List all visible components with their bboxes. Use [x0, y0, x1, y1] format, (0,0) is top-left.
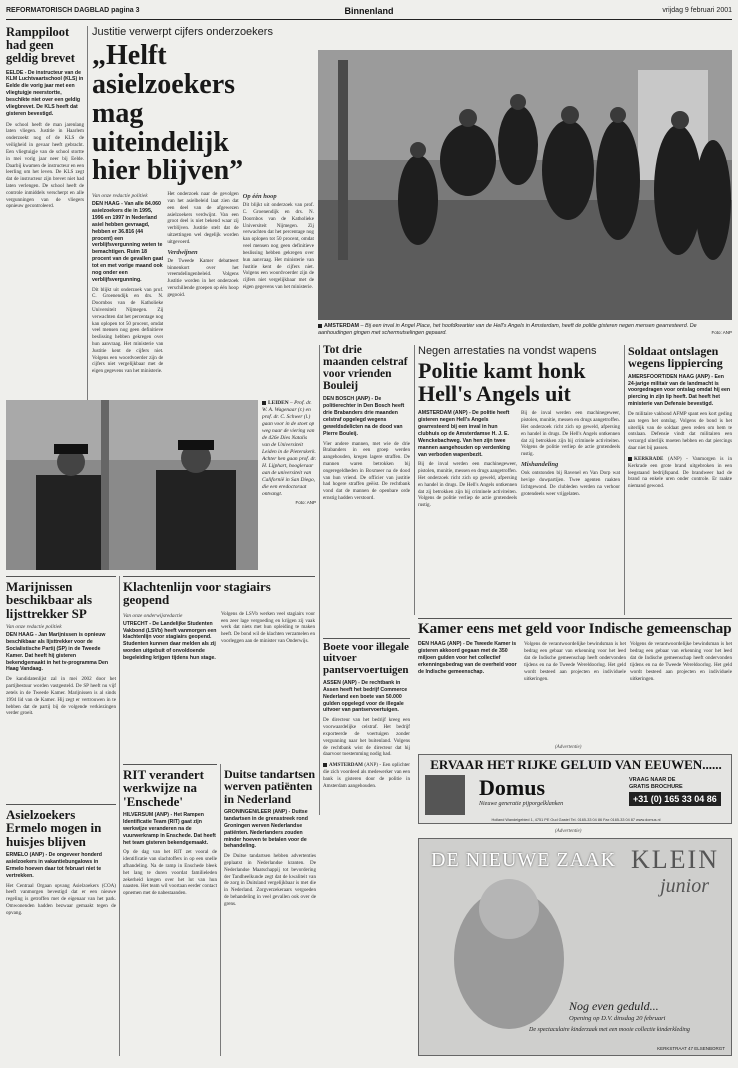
headline: Duitse tandartsen werven patiënten in Nederland	[224, 768, 316, 806]
article-asielzoekers-ermelo	[6, 808, 116, 1058]
article-marijnissen	[6, 580, 116, 800]
ad-domus-tagline: Nieuwe generatie pijporgelklanken	[479, 801, 564, 807]
article-bouleij	[323, 345, 410, 635]
ad-klein-brand: KLEIN	[631, 845, 719, 874]
article-body: Bij de inval werden een machinegeweer, pistolen, munitie, messen en drugs aangetroffen. Het onderzoek richt zich op geweld, afpersing en handel in drugs. De Hell's Angels ontkennen dat zij betrokken zijn bij criminele activiteiten. Volgens de politie verliep de actie grotendeels rustig.	[418, 461, 517, 509]
article-body: De militaire vakbond AFMP spant een kort geding aan tegen het ontslag. Volgens de bond is het uiterlijk van de soldaat geen reden om hem te ontslaan. Defensie vindt dat militairen een verzorgd uiterlijk moeten hebben en dat piercings daar niet bij passen.	[628, 411, 732, 452]
headline: „Helft asielzoekers mag uiteindelijk hier blijven”	[92, 40, 244, 187]
byline: Van onze onderwijsredactie	[123, 612, 183, 619]
headline: RIT verandert werkwijze na 'Enschede'	[123, 768, 205, 809]
article-body-3: Ook ontstonden bij Ravenel en Van Dorp wat hevige duwpartijen. Twee agenten raakten lichtgewond. De clubleden werden na verhoor grotendeels weer vrijgelaten.	[521, 470, 620, 497]
kicker: Negen arrestaties na vondst wapens	[418, 345, 597, 357]
article-lead: ERMELO (ANP) - De ongeveer honderd asielzoekers in vakantiebungalows in Ermelo hoeven daar tot februari niet te vertrekken.	[6, 852, 102, 879]
ad-domus-request-1: VRAAG NAAR DE	[629, 777, 676, 783]
article-body: Volgens de LSVb werken veel stagiairs voor een zeer lage vergoeding en krijgen zij vaak werk dat niets met hun opleiding te maken heeft. De bond wil de klachten verzamelen en voorleggen aan de minister van Onderwijs.	[221, 610, 315, 644]
headline: Soldaat ontslagen wegens lippiercing	[628, 345, 723, 371]
headline: Ramppiloot had geen geldig brevet	[6, 26, 75, 65]
article-lead: AMSTERDAM (ANP) - De politie heeft gisteren negen Hell's Angels gearresteerd bij een inval in hun clubhuis op de Amsterdamse H. J. E. Wenckebachweg. Van hen zijn twee mannen aangehouden op verdenking van verboden wapenbezit.	[418, 410, 510, 458]
kicker: Justitie verwerpt cijfers onderzoekers	[92, 26, 273, 38]
article-lead: DEN HAAG - Jan Marijnissen is opnieuw beschikbaar als lijsttrekker voor de Socialistische Partij (SP) in de Tweede Kamer. Dat heeft hij gisteren bekendgemaakt in het tv-programma Den Haag Vandaag.	[6, 632, 109, 673]
byline: Van onze redactie politiek	[92, 193, 148, 200]
article-body: Vier andere mannen, met wie de drie Brabanders in een groep werden aangehouden, kregen lagere straffen. De mannen waren betrokken bij ongeregeldheden in Boxmeer na de dood van hun vriend. De officier van justitie had hogere straffen geëist. De rechtbank vond dat de mannen de openbare orde ernstig hadden verstoord.	[323, 440, 410, 502]
article-rit	[123, 768, 217, 1058]
article-lead: DEN BOSCH (ANP) - De politierechter in Den Bosch heeft drie Brabanders drie maanden celstraf opgelegd wegens geweldsdelicten na de dood van Pierre Bouleij.	[323, 396, 405, 437]
headline: Boete voor illegale uitvoer pantservoertuigen	[323, 642, 409, 676]
ad-klein-junior	[418, 838, 732, 1056]
article-body: Op de dag van het RIT zet vooral de identificatie van slachtoffers in op een snelle afhandeling. Na de ramp in Enschede bleek het lang te duren voordat familieleden zekerheid kregen over het lot van hun naasten. Het team wil voortaan eerder contact opnemen met de nabestaanden.	[123, 849, 217, 897]
article-lead: DEN HAAG - Van alle 84.060 asielzoekers die in 1995, 1996 en 1997 in Nederland asiel hebben gevraagd, hebben er 36.816 (44 procent) een verblijfsvergunning weten te bemachtigen. Ruim 18 procent van de gevallen gaat tot en met vorige maand ook nog onder een verblijfsvergunning.	[92, 201, 164, 283]
article-body: Het Centraal Orgaan opvang Asielzoekers (COA) heeft vanmorgen bevestigd dat er een nieuwe regeling is getroffen met de eigenaar van het park. Omwonenden hadden bezwaar gemaakt tegen de opvang.	[6, 882, 116, 916]
article-body: Dit blijkt uit onderzoek van prof. C. Groenendijk en drs. N. Doornbos van de Katholieke Universiteit Nijmegen. Zij verwachten dat het percentage nog kan oplopen tot 50 procent, omdat veel mensen nog geen definitieve beslissing hebben gekregen over hun aanvraag. Het ministerie van Justitie kent de cijfers niet. Volgens een woordvoerder zijn de cijfers niet vergelijkbaar met de eigen gegevens van het ministerie.	[92, 286, 164, 375]
byline: Van onze redactie politiek	[6, 624, 62, 631]
article-lead: ASSEN (ANP) - De rechtbank in Assen heeft het bedrijf Commerce Nederland een boete van 50.000 gulden opgelegd voor de illegale uitvoer van pantservoertuigen.	[323, 679, 408, 714]
photo-procession	[6, 400, 258, 570]
article-lead: HILVERSUM (ANP) - Het Rampen Identificatie Team (RIT) gaat zijn werkwijze veranderen na de vuurwerkramp in Enschede. Dat heeft het team gisteren bekendgemaakt.	[123, 812, 216, 846]
article-body: De Duitse tandartsen hebben advertenties geplaatst in Nederlandse kranten. De Nederlandse Maatschappij tot bevordering der Tandheelkunde zegt dat de kwaliteit van de zorg in Duitsland vergelijkbaar is met die in Nederland. Zorgverzekeraars vergoeden de behandeling in veel gevallen ook over de grens.	[224, 853, 316, 907]
ad-label-2: (Advertentie)	[555, 829, 582, 834]
ad-klein-script-1: Nog even geduld...	[569, 999, 659, 1013]
article-indische-gemeenschap	[418, 622, 732, 737]
headline: Kamer eens met geld voor Indische gemeenschap	[418, 622, 732, 637]
headline: Marijnissen beschikbaar als lijsttrekker SP	[6, 580, 93, 621]
article-lead: UTRECHT - De Landelijke Studenten Vakbond (LSVb) heeft vanmorgen een klachtenlijn voor stagiairs geopend. Studenten kunnen daar melden als zij worden uitgebuit of onvoldoende begeleiding krijgen tijdens hun stage.	[123, 620, 217, 662]
newspaper-name: REFORMATORISCH DAGBLAD pagina 3	[6, 7, 140, 14]
article-body-4: Dit blijkt uit onderzoek van prof. C. Groenendijk en drs. N. Doornbos van de Katholieke Universiteit Nijmegen. Zij verwachten dat het percentage nog kan oplopen tot 50 procent, omdat veel mensen nog geen definitieve beslissing hebben gekregen over hun aanvraag. Het ministerie van Justitie kent de cijfers niet. Volgens een woordvoerder zijn de cijfers niet vergelijkbaar met de eigen gegevens van het ministerie.	[242, 202, 314, 290]
subhead: Mishandeling	[521, 461, 559, 469]
issue-date: vrijdag 9 februari 2001	[662, 7, 732, 14]
photo-credit: Foto: ANP	[711, 330, 732, 336]
article-body: Volgens de verantwoordelijke bewindsman is het bedrag een gebaar van erkenning voor het leed dat de Indische gemeenschap heeft ondervonden tijdens en na de Tweede Wereldoorlog. Het geld wordt besteed aan projecten en individuele uitkeringen.	[524, 641, 626, 682]
article-soldaat	[628, 345, 732, 615]
article-body-2: Bij de inval werden een machinegeweer, pistolen, munitie, messen en drugs aangetroffen. Het onderzoek richt zich op geweld, afpersing en handel in drugs. De Hell's Angels ontkennen dat zij betrokken zijn bij criminele activiteiten. Volgens de politie verliep de actie grotendeels rustig.	[521, 410, 620, 458]
ad-label: (Advertentie)	[555, 745, 582, 750]
article-lead: GRONINGEN/LEER (ANP) - Duitse tandartsen in de grensstreek rond Groningen werven Nederlandse patiënten. Nederlanders zouden minder hoeven te betalen voor de behandeling.	[224, 809, 308, 850]
ad-klein-footer: KERKSTRAAT 47 ELSENBORGT	[657, 1046, 725, 1051]
ad-domus-organ-image	[425, 775, 465, 815]
article-body: De directeur van het bedrijf kreeg een voorwaardelijke celstraf. Het bedrijf exporteerde de voertuigen zonder vergunning naar het buitenland. Volgens de rechtbank wist de directeur dat hij daarvoor toestemming nodig had.	[323, 717, 410, 758]
headline: Asielzoekers Ermelo mogen in huisjes blijven	[6, 808, 102, 849]
article-hells-angels	[418, 345, 620, 615]
photo-caption: AMSTERDAM – Bij een inval in Angel Place, het hoofdkwartier van de Hell's Angels in Amsterdam, heeft de politie gisteren negen mensen gearresteerd. De aanhoudingen gingen met schermutselingen gepaard. Foto: ANP	[318, 323, 732, 337]
article-asielzoekers	[92, 26, 314, 406]
ad-klein-script-2: Opening op D.V. dinsdag 20 februari	[569, 1015, 666, 1022]
article-lead: AMERSFOORT/DEN HAAG (ANP) - Een 24-jarige militair van de landmacht is voorgedragen voor ontslag omdat hij een piercing in zijn lip heeft. Dat heeft het ministerie van Defensie bevestigd.	[628, 373, 731, 408]
photo-dies-natalis	[6, 400, 258, 570]
article-body-2: Het onderzoek naar de gevolgen van het asielbeleid laat zien dat een deel van de afgewezen asielzoekers verdwijnt. Van een groot deel is niet bekend waar zij verblijven. Justitie stelt dat de uitzettingen wel degelijk worden uitgevoerd.	[167, 191, 239, 245]
article-body: De school heeft de man jarenlang laten vliegen. Justitie in Haarlem onderzoekt nog of de KLS de veiligheid in gevaar heeft gebracht. Een vliegtuigje van de school stortte in mei vorig jaar neer bij Eelde. Daarbij kwamen de instructeur en een leerling om het leven. De KLS zegt dat de instructeur zijn brevet niet had laten verlengen. De school heeft de controle inmiddels verscherpt en alle vergunningen van de vliegers opnieuw gecontroleerd.	[6, 121, 84, 210]
ad-domus-brand: Domus	[479, 775, 546, 800]
ad-domus-footer: Holland Wandelgebied 1, 4751 PE Oud Gastel Tel. 0165-33 04 86 Fax 0165-33 04 87 www.domus.nl	[491, 818, 661, 822]
article-boete	[323, 642, 410, 912]
ad-domus	[418, 754, 732, 824]
article-klachtenlijn	[123, 580, 315, 760]
headline: Tot drie maanden celstraf voor vrienden Bouleij	[323, 345, 408, 392]
subhead-2: Op één hoop	[242, 193, 277, 201]
headline: Klachtenlijn voor stagiairs geopend	[123, 580, 271, 608]
photo-credit: Foto: ANP	[295, 500, 316, 506]
ad-klein-headline: DE NIEUWE ZAAK	[431, 849, 617, 871]
subhead: Verdwijnen	[167, 248, 198, 256]
ad-domus-request-2: GRATIS BROCHURE	[629, 784, 683, 790]
short-news: AMSTERDAM (ANP) - Een oplichter die zich voordeed als medewerker van een bank is gisteren door de politie in Amsterdam aangehouden.	[323, 762, 410, 789]
article-body-2: Volgens de verantwoordelijke bewindsman is het bedrag een gebaar van erkenning voor het leed dat de Indische gemeenschap heeft ondervonden tijdens en na de Tweede Wereldoorlog. Het geld wordt besteed aan projecten en individuele uitkeringen.	[630, 641, 732, 682]
ad-domus-banner: ERVAAR HET RIJKE GELUID VAN EEUWEN......	[430, 757, 722, 772]
section-title: Binnenland	[344, 6, 394, 16]
ad-klein-script-3: De spectaculaire kinderzaak met een mooie collectie kinderkleding	[529, 1027, 690, 1033]
article-body: De kandidatenlijst zal in mei 2002 door het partijbestuur worden vastgesteld. De SP heeft nu vijf zetels in de Tweede Kamer. Marijnissen is al sinds 1994 lid van de Kamer. Hij zegt er vertrouwen in te hebben dat de partij bij de volgende verkiezingen verder groeit.	[6, 676, 116, 717]
photo-caption-leiden: LEIDEN – Prof. dr. W. A. Wagenaar (r.) en prof. dr. C. Schwer (l.) gaan voor in de stoet op weg naar de viering van de 426e Dies Natalis van de Universiteit Leiden in de Pieterskerk. Achter hen gaan prof. dr. H. Lijphart, hoogleraar aan de universiteit van Californië in San Diego, die een eredoctoraat ontvangt. Foto: ANP	[262, 400, 316, 506]
ad-klein-brand-2: junior	[660, 875, 709, 897]
headline: Politie kamt honk Hell's Angels uit	[418, 358, 586, 406]
article-ramppiloot	[6, 26, 84, 426]
page-header	[6, 6, 732, 20]
article-lead: DEN HAAG (ANP) - De Tweede Kamer is gisteren akkoord gegaan met de 350 miljoen gulden voor het collectief erkenningsbedrag van de overheid voor de Indische gemeenschap.	[418, 641, 517, 675]
article-duitse-tandartsen	[224, 768, 316, 1058]
article-body-3: De Tweede Kamer debatteert binnenkort over het vreemdelingenbeleid. Volgens Justitie worden in het onderzoek verschillende groepen op één hoop gegooid.	[167, 257, 239, 298]
photo-arrest-scene	[318, 50, 732, 320]
ad-domus-phone: +31 (0) 165 33 04 86	[629, 792, 721, 806]
article-lead: EELDE - De instructeur van de KLM Luchtvaartschool (KLS) in Eelde die vorig jaar met een vliegtuigje neerstortte, beschikte niet over een geldig vliegbrevet. De KLS heeft dat gisteren bevestigd.	[6, 69, 84, 117]
short-news: KERKRADE (ANP) - Vanmorgen is in Kerkrade een grote brand uitgebroken in een leegstaand bedrijfspand. De brandweer had de brand na enkele uren onder controle. Er raakte niemand gewond.	[628, 455, 732, 490]
photo-hells-angels-raid	[318, 50, 732, 320]
